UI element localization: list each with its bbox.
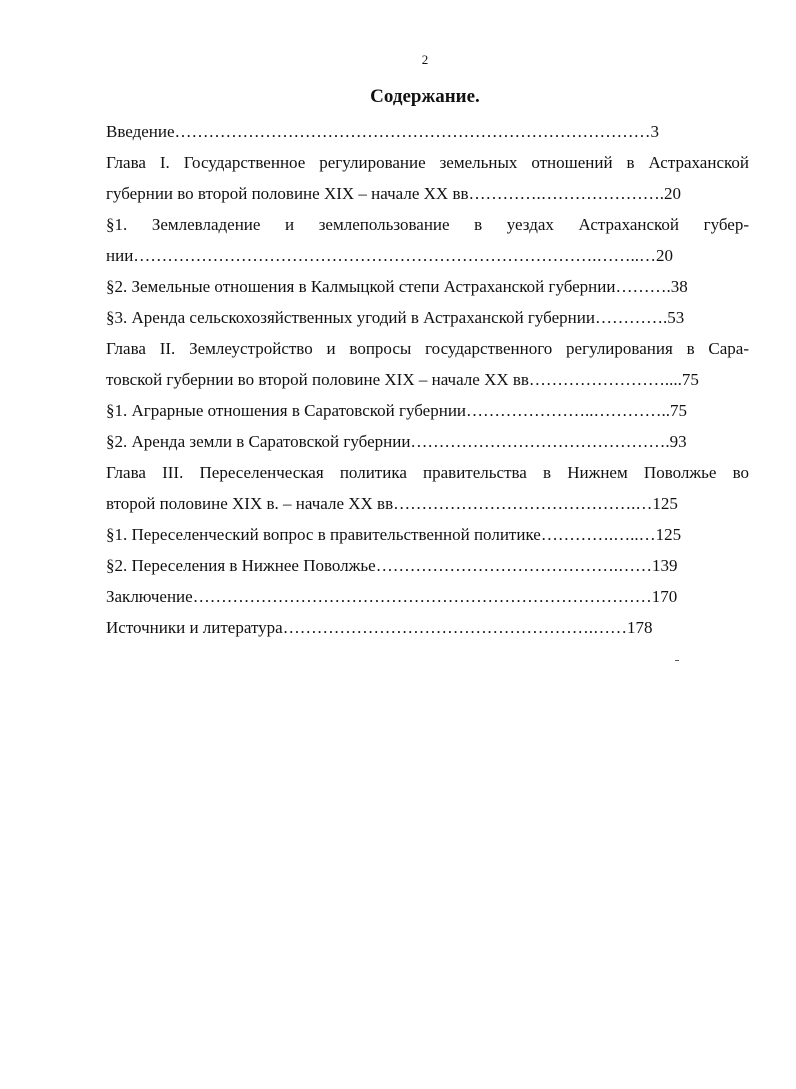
toc-entry-chapter-3-cont: второй половине XIX в. – начале XX вв…………………………………….…125 [106,494,678,513]
toc-entry-ch2-section-1: §1. Аграрные отношения в Саратовской губернии…………………..…………..75 [106,401,688,420]
toc-entry-ch3-section-1: §1. Переселенческий вопрос в правительственной политике………….…..…125 [106,525,682,544]
toc-entry-ch1-section-1: §1. Землевладение и землепользование в уездах Астраханской губер- [106,215,749,234]
toc-entry-chapter-2: Глава II. Землеустройство и вопросы государственного регулирования в Сара- [106,339,749,358]
toc-entry-chapter-1-cont: губернии во второй половине XIX – начале XX вв………….………………….20 [106,184,682,203]
toc-entry-chapter-2-cont: товской губернии во второй половине XIX – начале XX вв……………………....75 [106,370,699,389]
toc-entry-ch1-section-2: §2. Земельные отношения в Калмыцкой степи Астраханской губернии……….38 [106,277,688,296]
toc-entry-chapter-1: Глава I. Государственное регулирование земельных отношений в Астраханской [106,153,749,172]
toc-entry-ch1-section-1-cont: нии……………………………………………………………………….……..…20 [106,246,674,265]
toc-entry-conclusion: Заключение………………………………………………………………………170 [106,587,678,606]
page-number: 2 [421,52,429,67]
toc-entry-sources: Источники и литература……………………………………………….……178 [106,618,653,637]
toc-entry-chapter-3: Глава III. Переселенческая политика правительства в Нижнем Поволжье во [106,463,749,482]
scan-artifact [675,660,679,661]
toc-entry-ch3-section-2: §2. Переселения в Нижнее Поволжье…………………………………….……139 [106,556,678,575]
toc-entry-ch1-section-3: §3. Аренда сельскохозяйственных угодий в Астраханской губернии………….53 [106,308,685,327]
toc-entry-introduction: Введение…………………………………………………………………………3 [106,122,660,141]
toc-entry-ch2-section-2: §2. Аренда земли в Саратовской губернии……………………………………….93 [106,432,687,451]
table-of-contents-title: Содержание. [370,86,480,107]
